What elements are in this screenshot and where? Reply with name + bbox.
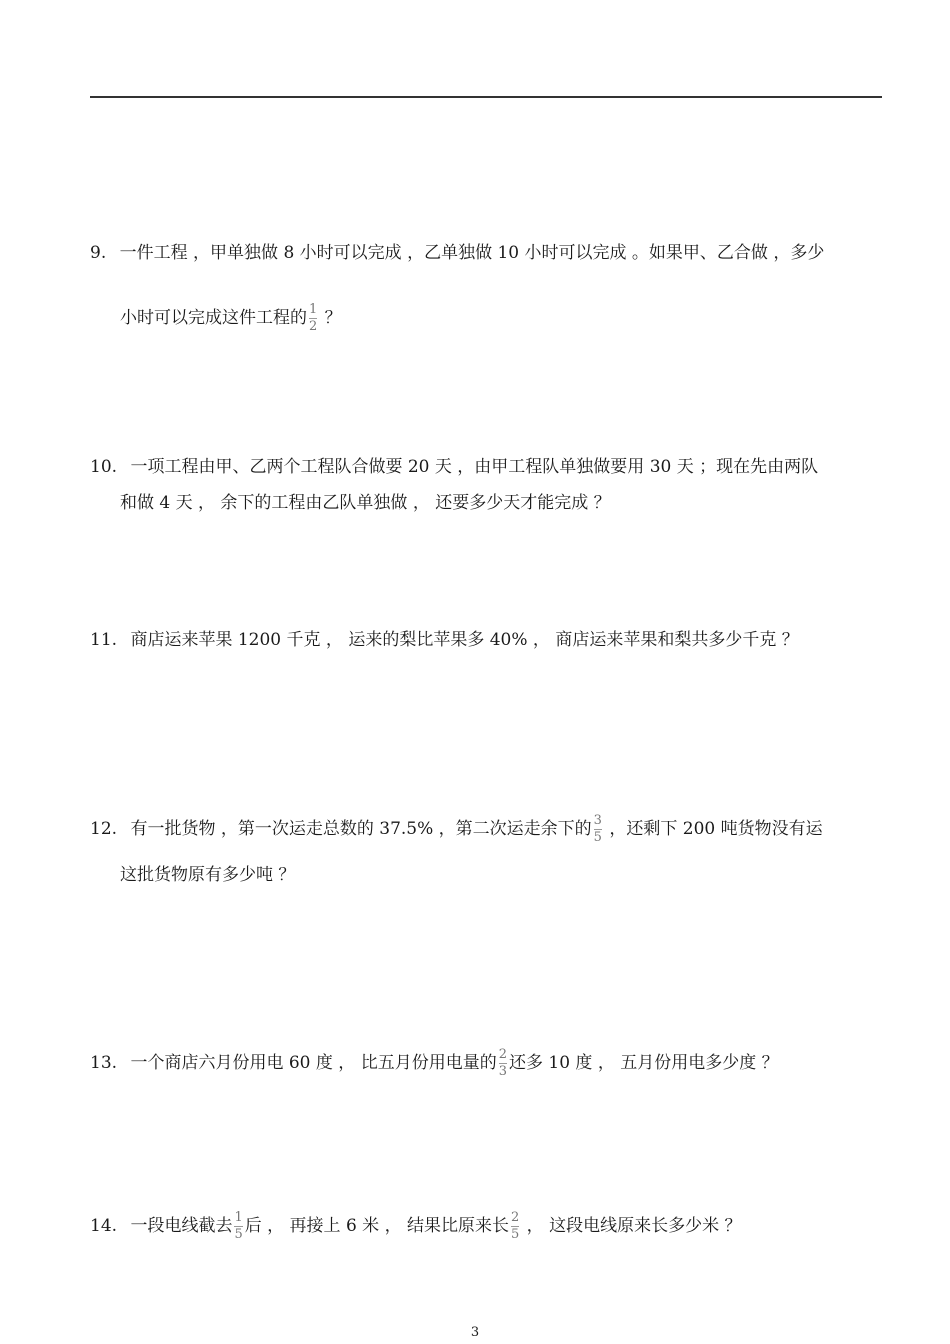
fraction-numerator: 1 [309,302,318,317]
fraction-denominator: 5 [510,1227,520,1242]
fraction-denominator: 3 [498,1064,507,1079]
problem-text: 商店运来苹果 1200 千克 ， 运来的梨比苹果多 40% ， 商店运来苹果和梨共多少千克 ？ [130,630,799,650]
problem-9-line-1 [90,243,824,263]
problem-text: 和做 4 天 ， 余下的工程由乙队单独做 ， 还要多少天才能完成 ？ [120,493,611,513]
problem-text: 一件工程 ，甲单独做 8 小时可以完成 ，乙单独做 10 小时可以完成 。如果甲、乙合做 ，多少 [119,243,825,263]
fraction-numerator: 2 [498,1047,507,1062]
fraction-numerator: 3 [593,813,602,828]
problem-text: 有一批货物 ，第一次运走总数的 37.5% ，第二次运走余下的 [130,819,592,839]
fraction [234,1211,242,1242]
page-number: 3 [470,1325,480,1340]
fraction-numerator: 2 [510,1210,520,1225]
problem-10-line-1 [90,457,818,477]
problem-12-line-2 [120,865,295,885]
problem-11-line-1 [90,630,799,650]
problem-text: ？ [319,308,342,328]
problem-text: 一个商店六月份用电 60 度 ， 比五月份用电量的 [130,1053,497,1073]
fraction-denominator: 2 [309,319,318,334]
fraction [594,814,602,845]
header-rule [90,96,882,98]
problem-number: 10. [90,457,118,477]
fraction-numerator: 1 [234,1210,243,1225]
problem-14-line-1 [90,1211,741,1242]
problem-text: 一项工程由甲、乙两个工程队合做要 20 天 ，由甲工程队单独做要用 30 天 ；现在先由两队 [130,457,819,477]
problem-number: 11. [90,630,118,650]
problem-number: 14. [90,1216,118,1236]
fraction-denominator: 5 [593,830,602,845]
problem-text: 后 ， 再接上 6 米 ， 结果比原来长 [244,1216,509,1236]
problem-text: ，还剩下 200 吨货物没有运 [603,819,823,839]
fraction [499,1048,507,1079]
fraction [309,303,317,334]
problem-9-line-2 [120,303,342,334]
fraction-denominator: 5 [234,1227,243,1242]
problem-text: ， 这段电线原来长多少米 ？ [521,1216,742,1236]
problem-13-line-1 [90,1048,779,1079]
problem-text: 一段电线截去 [130,1216,233,1236]
problem-number: 12. [90,819,118,839]
problem-number: 13. [90,1053,118,1073]
problem-10-line-2 [120,493,611,513]
problem-text: 这批货物原有多少吨 ？ [120,865,296,885]
fraction [511,1211,519,1242]
problem-text: 小时可以完成这件工程的 [120,308,307,328]
problem-12-line-1 [90,814,823,845]
problem-number: 9. [90,243,107,263]
problem-text: 还多 10 度 ， 五月份用电多少度 ？ [508,1053,779,1073]
